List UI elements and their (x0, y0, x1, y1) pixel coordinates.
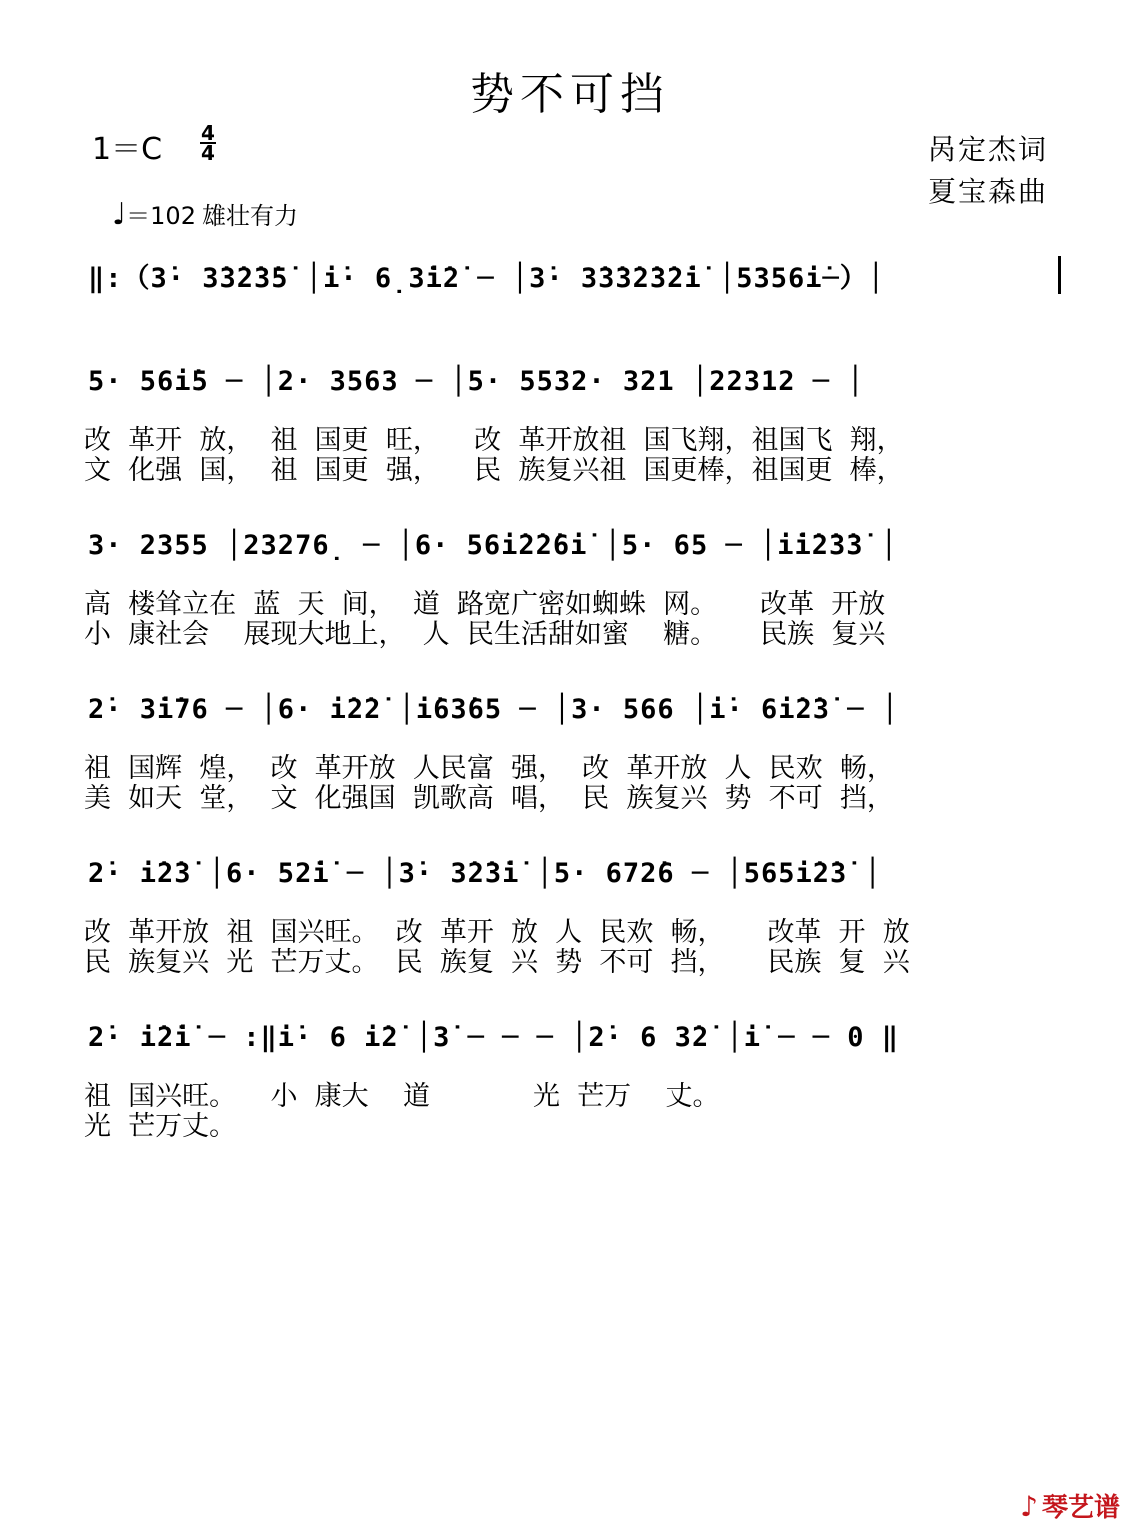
song-title: 势不可挡 (470, 69, 670, 120)
lyric-line-2-verse-2: 文 化强 国， 祖 国更 强， 民 族复兴祖 国更棒，祖国更 棒， (84, 455, 904, 486)
lyricist: 呙定杰词 (927, 133, 1048, 166)
lyric-line-6-verse-2: 光 芒万丈。 (84, 1111, 237, 1142)
notation-line-6: 2̇· i̇2̇i̇ ─ :‖i̇· 6 i̇2̇ │3̇ ─ ─ ─ │2̇· 6 3̇2̇ │i̇ ─ ─ 0 ‖ (88, 1022, 900, 1053)
lyric-line-4-verse-2: 美 如天 堂， 文 化强国 凯歌高 唱， 民 族复兴 势 不可 挡， (84, 783, 894, 814)
quarter-note-icon: ♩ (112, 197, 127, 232)
time-signature (200, 121, 216, 165)
notation-line-1: ‖:（3̇· 3̇3̇2̇3̇5̇ │i̇· 6̣3̇i̇2̇ ─ │3̇· 3̇3̇3̇2̇3̇2̇i̇ │5356i̇─）│ (88, 263, 885, 294)
lyric-line-5-verse-2: 民 族复兴 光 芒万丈。 民 族复 兴 势 不可 挡， 民族 复 兴 (84, 947, 910, 978)
notation-line-5: 2̇· i̇2̇3̇ │6· 52̇i̇ ─ │3̇· 3̇2̇3̇i̇ │5· 672̇6 ─ │565i̇2̇3̇ │ (88, 858, 882, 889)
notation-line-3: 3· 2355 │23276̣ ─ │6· 56i̇2̇2̇6i̇ │5· 65 ─ │i̇i̇2̇3̇3̇ │ (88, 530, 899, 561)
expression-mark: 雄壮有力 (201, 202, 298, 230)
lyric-line-3-verse-1: 高 楼耸立在 蓝 天 间， 道 路宽广密如蜘蛛 网。 改革 开放 (84, 589, 886, 620)
final-barline-1 (1058, 256, 1061, 294)
lyric-line-5-verse-1: 改 革开放 祖 国兴旺。 改 革开 放 人 民欢 畅， 改革 开 放 (84, 917, 910, 948)
lyric-line-4-verse-1: 祖 国辉 煌， 改 革开放 人民富 强， 改 革开放 人 民欢 畅， (84, 753, 894, 784)
time-signature-bottom: 4 (201, 141, 215, 165)
time-signature-top: 4 (201, 121, 215, 145)
notation-line-2: 5· 56i̇5 ─ │2· 3563 ─ │5· 5532· 321 │22312 ─ │ (88, 366, 865, 397)
key-signature: 1＝C (92, 132, 163, 167)
lyric-line-2-verse-1: 改 革开 放， 祖 国更 旺， 改 革开放祖 国飞翔，祖国飞 翔， (84, 425, 904, 456)
notation-line-4: 2̇· 3̇i̇76 ─ │6· i̇2̇2̇ │i̇63̇65 ─ │3· 566 │i̇· 6i̇2̇3̇ ─ │ (88, 694, 900, 725)
tempo-marking (112, 196, 298, 232)
watermark-logo (1020, 1487, 1120, 1524)
tempo-value: ＝102 (126, 202, 196, 230)
qinyipu-logo-icon: ♪ (1020, 1490, 1038, 1523)
watermark-text: 琴艺谱 (1041, 1493, 1120, 1523)
composer: 夏宝森曲 (927, 175, 1048, 208)
lyric-line-3-verse-2: 小 康社会 展现大地上， 人 民生活甜如蜜 糖。 民族 复兴 (84, 619, 886, 650)
lyric-line-6-verse-1: 祖 国兴旺。 小 康大 道 光 芒万 丈。 (84, 1081, 720, 1112)
